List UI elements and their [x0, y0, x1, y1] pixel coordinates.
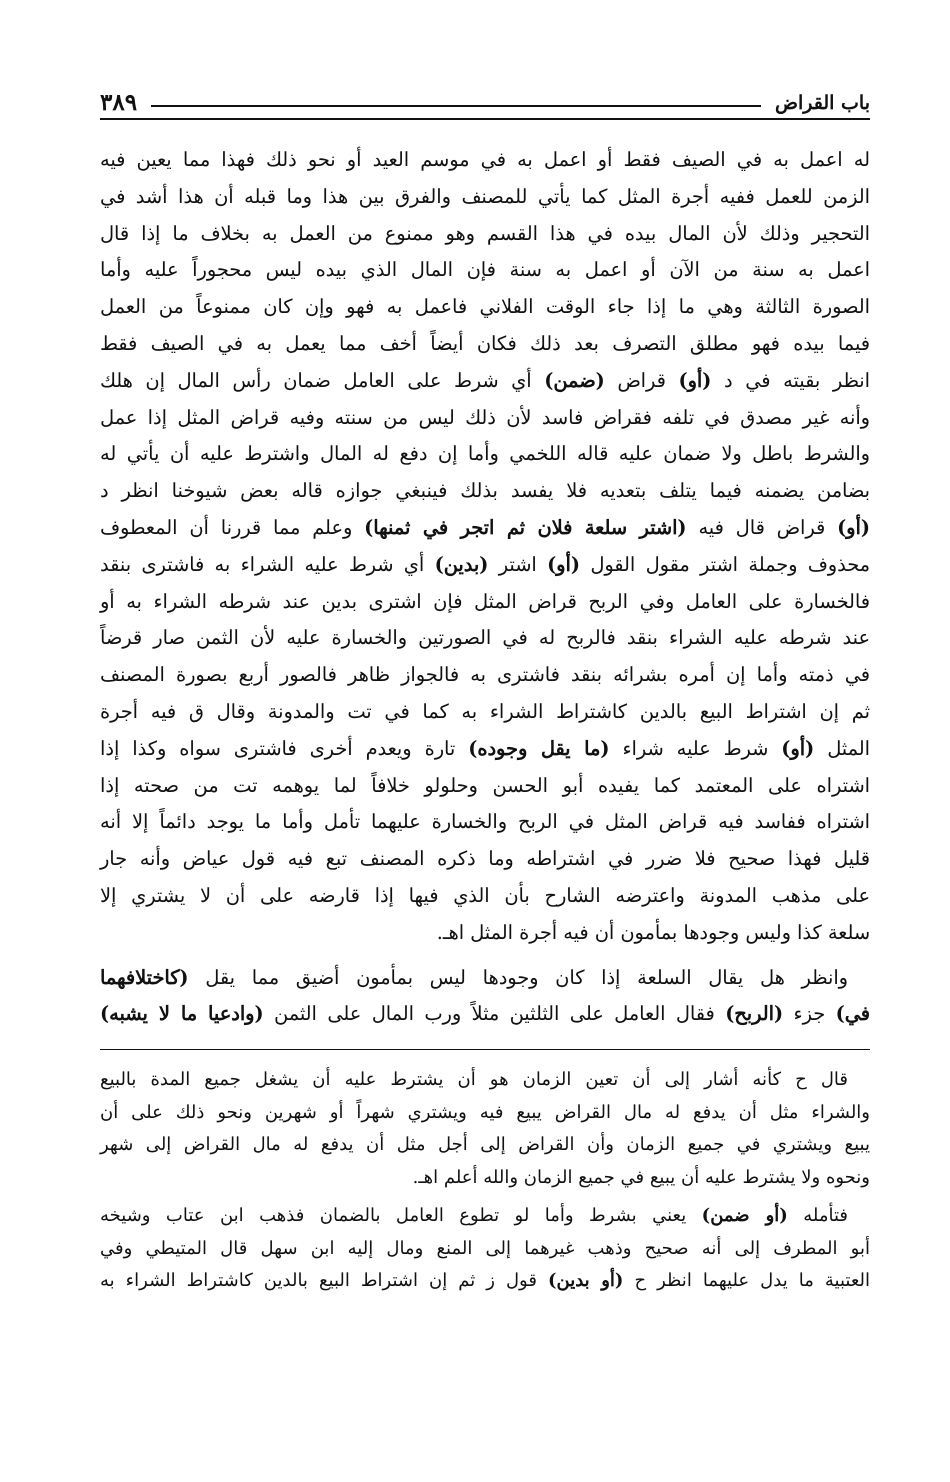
- matn-term: (ضمن): [544, 368, 605, 392]
- footnote-line: قال ح كأنه أشار إلى أن تعين الزمان هو أن يشترط عليه أن يشغل جميع المدة بالبيع: [100, 1069, 848, 1091]
- text-segment: المثل: [814, 736, 871, 760]
- matn-term: (أو): [547, 552, 580, 576]
- footnote-line: يبيع ويشتري في جميع الزمان وأن القراض إلى أجل مثل أن يدفع له مال القراض إلى شهر: [100, 1134, 870, 1156]
- footnote-line: [100, 1265, 870, 1298]
- text-segment: قراض: [604, 368, 679, 392]
- header-underline: [100, 118, 870, 120]
- footnotes: [100, 1064, 870, 1298]
- text-segment: اشتر: [488, 552, 548, 576]
- text-line: فالخسارة على العامل وفي الربح قراض المثل فإن اشترى بدين عند شرطه الشراء به أو: [100, 589, 870, 613]
- text-segment: محذوف وجملة اشتر مقول القول: [579, 552, 870, 576]
- text-segment: فقال العامل على الثلثين مثلاً ورب المال على الثمن: [263, 1002, 726, 1026]
- matn-term: (ما يقل وجوده): [468, 736, 610, 760]
- text-line: في ذمته وأما إن أمره بشرائه بنقد فاشترى به فالجواز ظاهر فالصور أربع بصورة المصنف: [100, 663, 870, 687]
- text-line: اشتراه على المعتمد كما يفيده أبو الحسن وحلولو خلافاً لما يوهمه تت من صحته إذا: [100, 773, 870, 797]
- matn-term: (الربح): [725, 1002, 784, 1026]
- matn-term: (أو): [837, 515, 870, 539]
- matn-term: (أو ضمن): [701, 1205, 788, 1227]
- text-segment: أي شرط عليه الشراء به فاشترى بنقد: [100, 552, 435, 576]
- text-segment: انظر بقيته في د: [711, 368, 870, 392]
- text-line: سلعة كذا وليس وجودها بمأمون أن فيه أجرة المثل اهـ.: [436, 920, 870, 944]
- text-segment: فتأمله: [787, 1205, 848, 1227]
- text-segment: قول ز ثم إن اشتراط البيع بالدين كاشتراط الشراء به: [100, 1270, 548, 1292]
- text-line: اعمل به سنة من الآن أو اعمل به سنة فإن المال الذي بيده ليس محجوراً عليه وأما: [100, 258, 870, 282]
- book-page: [100, 80, 870, 1298]
- text-segment: وعلم مما قررنا أن المعطوف: [100, 515, 365, 539]
- text-line: وأنه غير مصدق في تلفه فقراض فاسد لأن ذلك ليس من سنته وفيه قراض المثل إذا عمل: [100, 405, 870, 429]
- paragraph-gap: [100, 952, 870, 960]
- text-segment: تارة ويعدم أخرى فاشترى سواه وكذا إذا: [100, 736, 469, 760]
- text-line: الصورة الثالثة وهي ما إذا جاء الوقت الفلاني فاعمل به فهو وإن كان ممنوعاً من العمل: [100, 295, 870, 319]
- text-line: اشتراه ففاسد فيه قراض المثل في الربح والخسارة عليهما تأمل وأما ما يوجد دائماً إلا أنه: [100, 810, 870, 834]
- text-line: التحجير وذلك لأن المال بيده في هذا القسم وهو ممنوع من العمل به بخلاف ما إذا قال: [100, 221, 870, 245]
- text-line: الزمن للعمل ففيه أجرة المثل كما يأتي للمصنف والفرق بين هذا وما قبله أن هذا أشد في: [100, 184, 870, 208]
- matn-term: (أو بدين): [547, 1270, 624, 1292]
- text-segment: أي شرط على العامل ضمان رأس المال إن هلك: [100, 368, 545, 392]
- footnote-line: أبو المطرف إلى أنه صحيح وذهب غيرهما إلى المنع ومال إليه ابن سهل قال المتيطي وفي: [100, 1237, 870, 1259]
- footnote-line: ونحوه ولا يشترط عليه أن يبيع في جميع الزمان والله أعلم اهـ.: [412, 1166, 870, 1188]
- footnote-line: والشراء مثل أن يدفع له مال القراض يبيع فيه ويشتري شهراً أو شهرين ونحو ذلك على أن: [100, 1101, 870, 1123]
- matn-term: (وادعيا ما لا يشبه): [100, 1002, 264, 1026]
- text-line: على مذهب المدونة واعترضه الشارح بأن الذي فيها إذا قارضه على أن لا يشتري إلا: [100, 883, 870, 907]
- text-line: [100, 996, 870, 1033]
- text-line: فيما بيده فهو مطلق التصرف بعد ذلك فكان أيضاً أخف مما يعمل به في الصيف فقط: [100, 331, 870, 355]
- matn-term: (كاختلافهما: [100, 965, 189, 989]
- page-number: ٣٨٩: [100, 89, 138, 116]
- text-segment: شرط عليه شراء: [609, 736, 782, 760]
- matn-term: (أو): [781, 736, 815, 760]
- text-line: والشرط باطل ولا ضمان عليه قاله اللخمي وأما إن دفع له المال واشترط عليه أن يأتي له: [100, 442, 870, 466]
- text-line: بضامن يضمنه فيما يتلف بتعديه فلا يفسد بذلك فينبغي جوازه قاله بعض شيوخنا انظر د: [100, 479, 870, 503]
- matn-term: (بدين): [434, 552, 489, 576]
- text-segment: وانظر هل يقال السلعة إذا كان وجودها ليس بمأمون أضيق مما يقل: [188, 965, 848, 989]
- text-line: قليل فهذا صحيح فلا ضرر في اشتراطه وما ذكره المصنف تبع فيه قول عياض وأنه جار: [100, 847, 870, 871]
- text-line: [100, 731, 870, 768]
- text-segment: جزء: [783, 1002, 836, 1026]
- text-segment: العتبية ما يدل عليهما انظر ح: [623, 1270, 870, 1292]
- text-line: [100, 363, 870, 400]
- matn-term: (أو): [678, 368, 712, 392]
- text-segment: يعني بشرط وأما لو تطوع العامل بالضمان فذهب ابن عتاب وشيخه: [100, 1205, 702, 1227]
- text-line: له اعمل به في الصيف فقط أو اعمل به في موسم العيد أو نحو ذلك فهذا مما يعين فيه: [100, 148, 870, 171]
- chapter-title: باب القراض: [775, 92, 870, 114]
- main-text: [100, 142, 870, 1033]
- footnote-line: [100, 1200, 870, 1233]
- matn-term: (اشتر سلعة فلان ثم اتجر في ثمنها): [364, 515, 687, 539]
- text-line: [100, 547, 870, 584]
- text-line: [100, 960, 870, 997]
- text-line: [100, 510, 870, 547]
- header-rule: [151, 105, 761, 107]
- text-segment: قراض قال فيه: [686, 515, 838, 539]
- running-header: [100, 80, 870, 116]
- text-line: ثم إن اشتراط البيع بالدين كاشتراط الشراء به كما في تت والمدونة وقال ق فيه أجرة: [100, 699, 870, 723]
- matn-term: في): [835, 1002, 870, 1026]
- text-line: عند شرطه عليه الشراء بنقد فالربح له في الصورتين والخسارة عليه لأن الثمن صار قرضاً: [100, 626, 870, 650]
- footnote-separator: [100, 1049, 870, 1050]
